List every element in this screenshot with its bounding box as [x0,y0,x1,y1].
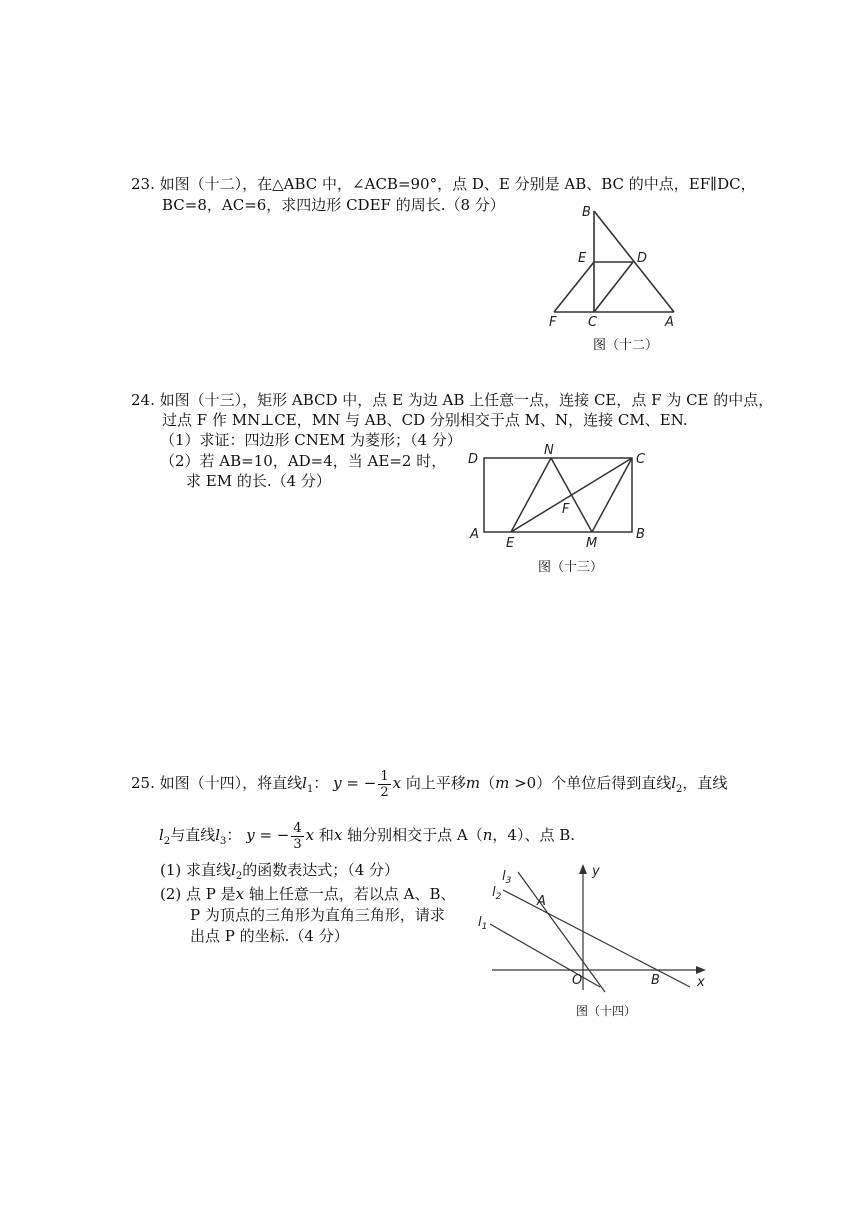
label-F: F [549,315,557,330]
label-B: B [636,527,645,542]
label-A: A [470,527,479,542]
figure-14 [470,860,720,995]
label-E: E [506,536,515,551]
svg-text:l2: $l_2$ [492,885,502,902]
label-C: C [636,452,646,467]
svg-text:l1: $l_1$ [478,915,488,932]
label-C: C [588,315,598,330]
q24-part1: （1）求证：四边形 CNEM 为菱形；（4 分） [160,431,462,449]
q25-line2: $l_2$与直线$l_3$： y = − $\frac{4}{3}$ x 和x 轴分别相交于点 A（n，4）、点 B. [159,820,576,852]
q24-part2a: （2）若 AB=10，AD=4，当 AE=2 时， [160,452,447,470]
figure-12 [540,200,690,335]
q24-part2b: 求 EM 的长.（4 分） [186,472,331,490]
q25-part2a: (2) 点 P 是x 轴上任意一点，若以点 A、B、 [160,885,456,903]
q25-part2b: P 为顶点的三角形为直角三角形，请求 [190,906,445,924]
label-O: O [572,973,583,988]
q25-part1: (1) 求直线$l_2$的函数表达式；（4 分） [160,861,400,882]
q25-part2c: 出点 P 的坐标.（4 分） [190,927,349,945]
figure-13-caption: 图（十三） [538,560,604,575]
figure-14-caption: 图（十四） [576,1004,637,1018]
label-N: N [544,443,554,458]
figure-13 [460,440,660,555]
label-E: E [578,251,587,266]
svg-text:l3: $l_3$ [502,869,512,886]
q23-line1: 23. 如图（十二），在△ABC 中，∠ACB=90°，点 D、E 分别是 AB、BC 的中点，EF∥DC， [131,175,756,193]
label-A: A [537,894,546,909]
q24-line2: 过点 F 作 MN⊥CE，MN 与 AB、CD 分别相交于点 M、N，连接 CM、EN. [162,411,688,429]
label-B: B [582,205,591,220]
q25-number: 25. [131,774,155,792]
label-D: D [468,452,479,467]
figure-12-caption: 图（十二） [593,338,659,353]
q25-line1: 25. 如图（十四），将直线$l_1$： y = − $\frac{1}{2}$ x 向上平移m（m >0）个单位后得到直线$l_2$，直线 [131,768,728,800]
q24-line1: 24. 如图（十三），矩形 ABCD 中，点 E 为边 AB 上任意一点，连接 CE，点 F 为 CE 的中点， [131,391,774,409]
label-F: F [562,502,570,517]
label-D: D [637,251,648,266]
label-B: B [651,973,660,988]
axis-y-label: y [592,864,600,879]
q23-line2: BC=8，AC=6，求四边形 CDEF 的周长.（8 分） [162,196,505,214]
fraction-one-half: $\frac{1}{2}$ [380,768,389,800]
label-M: M [586,536,598,551]
label-A: A [665,315,674,330]
fraction-four-thirds: $\frac{4}{3}$ [293,820,302,852]
axis-x-label: x [697,975,705,990]
